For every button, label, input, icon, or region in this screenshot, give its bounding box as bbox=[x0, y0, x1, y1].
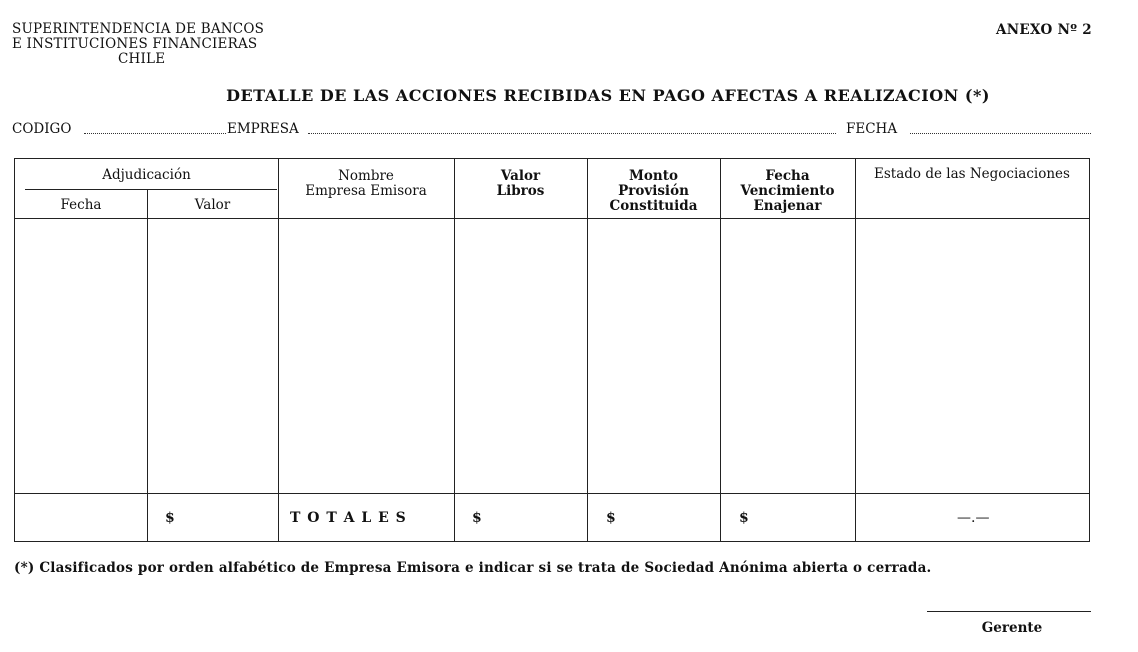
institution-line-1: SUPERINTENDENCIA DE BANCOS bbox=[12, 21, 265, 37]
total-valor-currency: $ bbox=[165, 510, 175, 526]
col-divider-fecha-valor bbox=[147, 190, 148, 541]
col-divider-adjudicacion bbox=[278, 159, 279, 541]
header-estado: Estado de las Negociaciones bbox=[874, 166, 1070, 182]
annex-number: ANEXO Nº 2 bbox=[996, 22, 1092, 38]
col-divider-monto bbox=[720, 159, 721, 541]
col-divider-nombre bbox=[454, 159, 455, 541]
codigo-field[interactable] bbox=[84, 133, 226, 134]
col-divider-valor-libros bbox=[587, 159, 588, 541]
shares-table bbox=[14, 158, 1090, 542]
header-fecha: Fecha bbox=[60, 197, 102, 213]
total-monto-currency: $ bbox=[606, 510, 616, 526]
total-fecha-currency: $ bbox=[739, 510, 749, 526]
total-valor-libros-currency: $ bbox=[472, 510, 482, 526]
header-nombre-empresa: Nombre Empresa Emisora bbox=[305, 168, 427, 199]
header-valor: Valor bbox=[194, 197, 231, 213]
fecha-field[interactable] bbox=[910, 133, 1091, 134]
header-fecha-vencimiento: Fecha Vencimiento Enajenar bbox=[740, 168, 835, 214]
header-adjudicacion: Adjudicación bbox=[102, 167, 191, 183]
adjudicacion-underline bbox=[25, 189, 277, 190]
col-divider-fecha-venc bbox=[855, 159, 856, 541]
signature-label: Gerente bbox=[981, 620, 1043, 636]
footnote: (*) Clasificados por orden alfabético de Empresa Emisora e indicar si se trata de Sociedad Anónima abierta o cerrada. bbox=[14, 560, 932, 576]
form-fields-row bbox=[12, 121, 1092, 139]
fecha-label: FECHA bbox=[846, 121, 898, 137]
empresa-label: EMPRESA bbox=[227, 121, 299, 137]
empresa-field[interactable] bbox=[308, 133, 836, 134]
codigo-label: CODIGO bbox=[12, 121, 72, 137]
institution-line-2: E INSTITUCIONES FINANCIERAS bbox=[12, 36, 258, 52]
institution-line-3: CHILE bbox=[118, 51, 166, 67]
document-title: DETALLE DE LAS ACCIONES RECIBIDAS EN PAGO AFECTAS A REALIZACION (*) bbox=[226, 86, 990, 105]
signature-line bbox=[927, 611, 1091, 612]
total-estado-dash: —.— bbox=[957, 510, 990, 526]
header-bottom-line bbox=[15, 218, 1089, 219]
header-valor-libros: Valor Libros bbox=[496, 168, 545, 199]
institution-name bbox=[12, 22, 264, 67]
totals-label: T O T A L E S bbox=[290, 510, 407, 526]
totals-top-line bbox=[15, 493, 1089, 494]
header-monto-provision: Monto Provisión Constituida bbox=[609, 168, 698, 214]
